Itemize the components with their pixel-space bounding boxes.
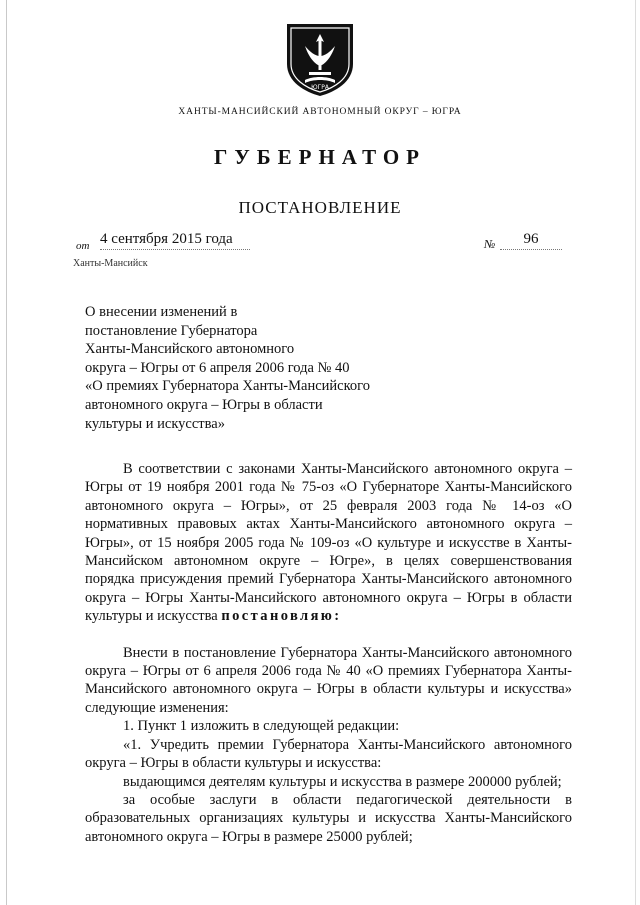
operative-word: постановляю: (221, 608, 342, 625)
region-name: ХАНТЫ-МАНСИЙСКИЙ АВТОНОМНЫЙ ОКРУГ – ЮГРА (178, 107, 462, 117)
scan-edge-left (6, 0, 7, 905)
place-of-issue: Ханты-Мансийск (73, 258, 148, 269)
paragraph: «1. Учредить премии Губернатора Ханты-Мансийского автономного округа – Югры в области культуры и искусства: (85, 736, 572, 772)
preamble-text: В соответствии с законами Ханты-Мансийского автономного округа – Югры от 19 ноября 2001 года № 75-оз «О Губернаторе Ханты-Мансийского автономного округа – Югры», от 25 февраля 2003 года № 14-оз «О нормативных правовых актах Ханты-Мансийского автономного округа – Югры», от 15 ноября 2005 года № 109-оз «О культуре и искусстве в Ханты-Мансийском автономном округе – Югре», в целях совершенствования порядка присуждения премий Губернатора Ханты-Мансийского автономного округа – Югры Ханты-Мансийского автономного округа – Югры в области культуры и искусства (85, 461, 572, 625)
scan-edge-right (635, 0, 636, 905)
coat-of-arms-emblem (283, 18, 357, 98)
number-label: № (484, 237, 496, 251)
date-prefix-label: от (76, 240, 90, 252)
document-body (85, 460, 572, 846)
emblem-lettering: ЮГРА (311, 84, 329, 91)
paragraph: за особые заслуги в области педагогической деятельности в образовательных организациях культуры и искусства Ханты-Мансийского автономного округа – Югры в размере 25000 рублей; (85, 791, 572, 845)
preamble-paragraph (85, 460, 572, 626)
paragraph: 1. Пункт 1 изложить в следующей редакции: (123, 718, 400, 735)
document-date: 4 сентября 2015 года (100, 231, 250, 250)
issuer-title: ГУБЕРНАТОР (213, 145, 427, 169)
document-type: ПОСТАНОВЛЕНИЕ (238, 198, 402, 217)
document-number: 96 (500, 231, 562, 250)
paragraph: выдающимся деятелям культуры и искусства в размере 200000 рублей; (123, 773, 562, 790)
document-title: О внесении изменений в постановление Губернатора Ханты-Мансийского автономного округа – Югры от 6 апреля 2006 года № 40 «О премиях Губернатора Ханты-Мансийского автономного округа – Югры в области культуры и искусства» (85, 304, 371, 432)
paragraph: Внести в постановление Губернатора Ханты-Мансийского автономного округа – Югры от 6 апреля 2006 года № 40 «О премиях Губернатора Ханты-Мансийского автономного округа – Югры в области культуры и искусства» следующие изменения: (85, 644, 572, 716)
